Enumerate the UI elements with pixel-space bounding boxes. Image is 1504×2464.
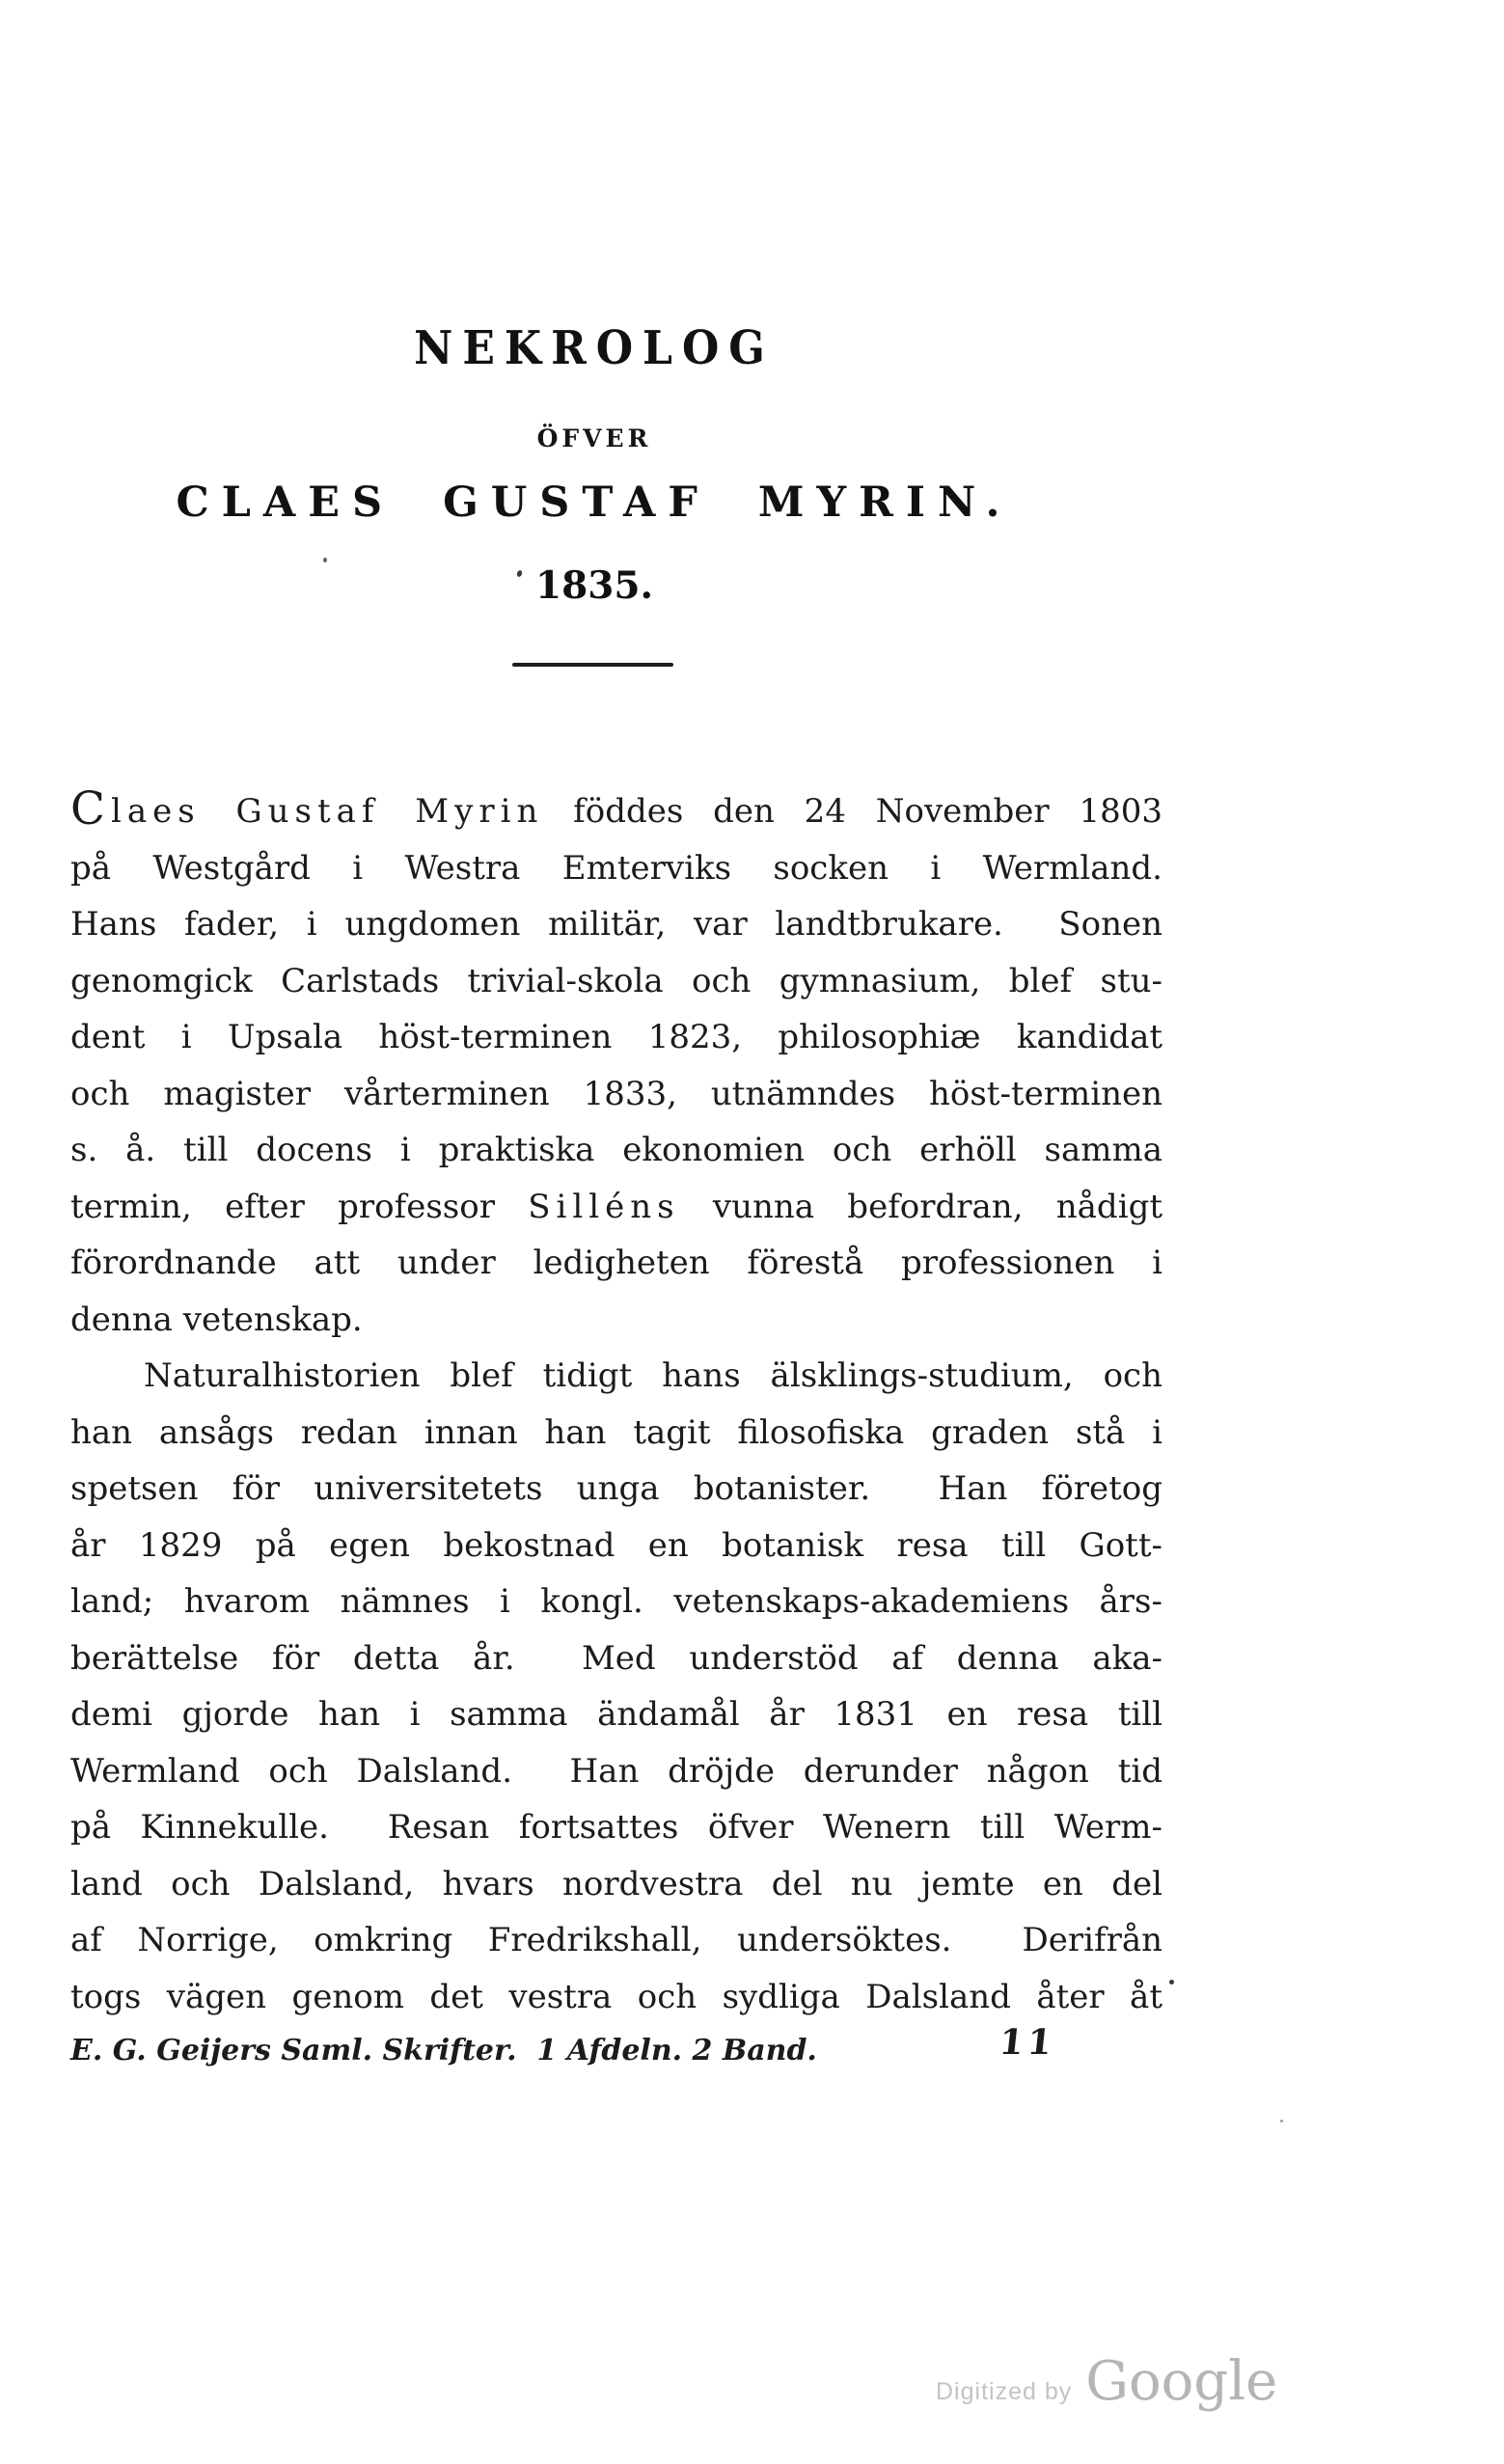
body-line: s. å. till docens i praktiska ekonomien och erhöll samma xyxy=(70,1131,1162,1169)
subject-name: CLAES GUSTAF MYRIN. xyxy=(176,479,1013,527)
body-line: på Kinnekulle. Resan fortsattes öfver Wenern till Werm- xyxy=(70,1808,1162,1847)
google-logo: Google xyxy=(1085,2350,1278,2413)
paragraph-start-line: Naturalhistorien blef tidigt hans älsklings-studium, och xyxy=(144,1356,1162,1395)
ink-speck xyxy=(1169,1980,1174,1985)
google-watermark xyxy=(936,2350,1277,2413)
person-name-spaced: Silléns xyxy=(528,1187,680,1226)
body-line: genomgick Carlstads trivial-skola och gymnasium, blef stu- xyxy=(70,961,1162,1000)
body-line: demi gjorde han i samma ändamål år 1831 en resa till xyxy=(70,1695,1162,1734)
title-divider-rule xyxy=(512,663,673,667)
body-line: land; hvarom nämnes i kongl. vetenskaps-akademiens års- xyxy=(70,1582,1162,1621)
line-text: vunna befordran, nådigt xyxy=(679,1187,1162,1226)
initial-capital: C xyxy=(70,782,111,835)
body-line: han ansågs redan innan han tagit filosofiska graden stå i xyxy=(70,1412,1162,1452)
body-line: spetsen för universitetets unga botanister. Han företog xyxy=(70,1469,1162,1508)
page-number: 11 xyxy=(997,2022,1058,2063)
page-title: NEKROLOG xyxy=(414,321,775,376)
body-line: och magister vårterminen 1833, utnämndes höst-terminen xyxy=(70,1074,1162,1113)
line-text: föddes den 24 November 1803 xyxy=(543,792,1162,831)
body-line: på Westgård i Westra Emterviks socken i Wermland. xyxy=(70,848,1162,888)
body-line xyxy=(70,783,1162,840)
ink-speck xyxy=(1280,2120,1283,2122)
line-text: termin, efter professor xyxy=(70,1187,529,1226)
title-over-word: ÖFVER xyxy=(536,424,652,452)
body-line: Hans fader, i ungdomen militär, var landtbrukare. Sonen xyxy=(70,905,1162,944)
body-line: år 1829 på egen bekostnad en botanisk resa till Gott- xyxy=(70,1525,1162,1565)
ink-speck xyxy=(323,558,327,562)
body-line: berättelse för detta år. Med understöd af denna aka- xyxy=(70,1638,1162,1678)
body-line xyxy=(70,1179,1162,1236)
body-line: Wermland och Dalsland. Han dröjde derunder någon tid xyxy=(70,1751,1162,1791)
body-text xyxy=(70,783,1162,2025)
subject-name-inline: laes Gustaf Myrin xyxy=(110,792,544,831)
digitized-by-label: Digitized by xyxy=(936,2378,1073,2405)
body-line: land och Dalsland, hvars nordvestra del nu jemte en del xyxy=(70,1864,1162,1903)
body-line: togs vägen genom det vestra och sydliga Dalsland åter åt xyxy=(70,1977,1162,2016)
body-line: förordnande att under ledigheten förestå professionen i xyxy=(70,1244,1162,1282)
year-heading: 1835. xyxy=(534,563,654,608)
paragraph-end-line: denna vetenskap. xyxy=(70,1300,363,1339)
body-line: dent i Upsala höst-terminen 1823, philosophiæ kandidat xyxy=(70,1018,1162,1056)
edition-signature: E. G. Geijers Saml. Skrifter. 1 Afdeln. 2 Band. xyxy=(70,2034,817,2067)
body-line: af Norrige, omkring Fredrikshall, undersöktes. Derifrån xyxy=(70,1921,1162,1959)
